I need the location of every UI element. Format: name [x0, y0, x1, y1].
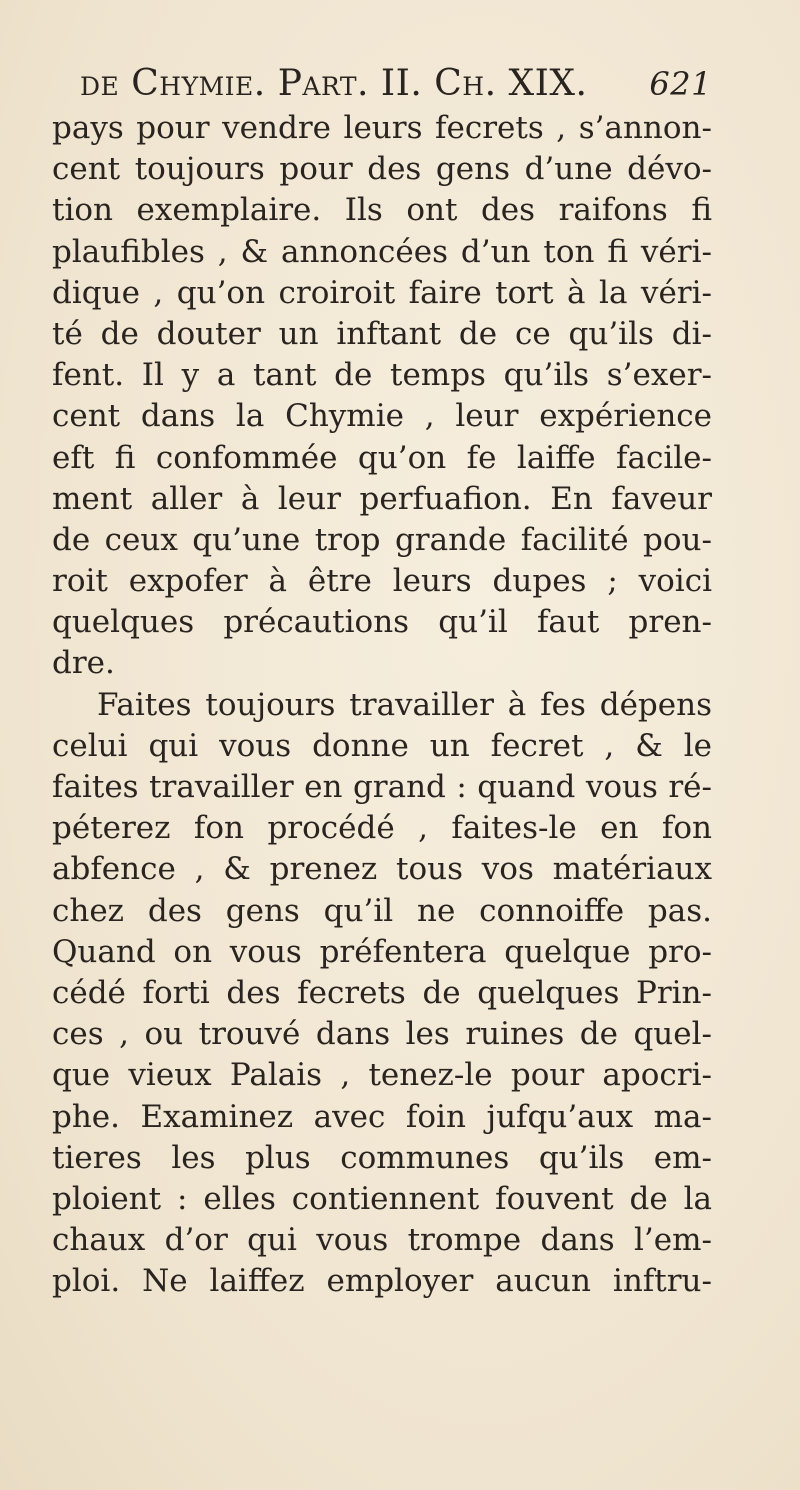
text-line: ploient : elles contiennent fouvent de la: [52, 1180, 712, 1217]
text-line: Quand on vous préfentera quelque pro-: [52, 933, 712, 970]
text-line: abfence , & prenez tous vos matériaux: [52, 851, 712, 888]
text-line: dre.: [52, 645, 115, 682]
page-number: 621: [649, 65, 712, 103]
text-line: roit expofer à être leurs dupes ; voici: [52, 563, 712, 600]
text-line: tion exemplaire. Ils ont des raifons fi: [52, 192, 712, 229]
text-line: phe. Examinez avec foin jufqu’aux ma-: [52, 1098, 712, 1135]
text-line: plaufibles , & annoncées d’un ton fi véri-: [52, 233, 712, 270]
text-line: quelques précautions qu’il faut pren-: [52, 604, 712, 641]
text-line: pays pour vendre leurs fecrets , s’annon-: [52, 110, 712, 146]
text-line: fent. Il y a tant de temps qu’ils s’exer-: [52, 357, 712, 394]
text-line: ces , ou trouvé dans les ruines de quel-: [52, 1016, 712, 1053]
text-line: cédé forti des fecrets de quelques Prin-: [52, 974, 712, 1011]
text-line: eft fi confommée qu’on fe laiffe facile-: [52, 439, 712, 476]
text-line: Faites toujours travailler à fes dépens: [97, 686, 712, 723]
text-line: péterez fon procédé , faites-le en fon: [52, 810, 712, 847]
text-line: celui qui vous donne un fecret , & le: [52, 727, 712, 764]
text-line: de ceux qu’une trop grande facilité pou-: [52, 521, 712, 558]
paragraph: [52, 108, 712, 685]
text-line: ment aller à leur perfuafion. En faveur: [52, 480, 712, 517]
running-head-title: de Chymie. Part. II. Ch. XIX.: [80, 63, 588, 104]
running-head: [80, 62, 712, 108]
text-line: chez des gens qu’il ne connoiffe pas.: [52, 892, 712, 929]
text-line: chaux d’or qui vous trompe dans l’em-: [52, 1222, 712, 1259]
book-page: [52, 62, 712, 1302]
text-line: faites travailler en grand : quand vous ré-: [52, 769, 712, 805]
paragraph: [52, 685, 712, 1303]
text-line: tieres les plus communes qu’ils em-: [52, 1139, 712, 1176]
text-line: cent dans la Chymie , leur expérience: [52, 398, 712, 435]
text-line: cent toujours pour des gens d’une dévo-: [52, 151, 712, 188]
body-text: [52, 108, 712, 1302]
text-line: ploi. Ne laiffez employer aucun inftru-: [52, 1263, 712, 1300]
text-line: té de douter un inftant de ce qu’ils di-: [52, 315, 712, 352]
text-line: dique , qu’on croiroit faire tort à la véri-: [52, 274, 712, 311]
text-line: que vieux Palais , tenez-le pour apocri-: [52, 1057, 712, 1094]
